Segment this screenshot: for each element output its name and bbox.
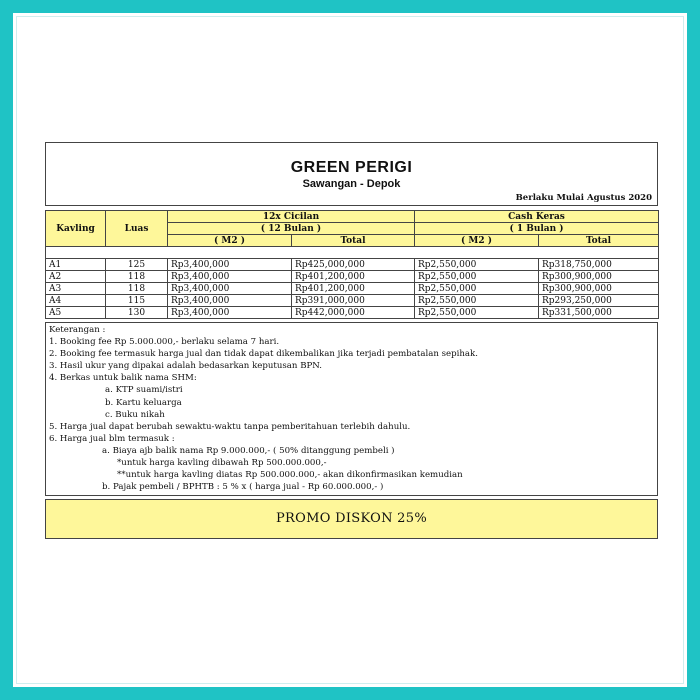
cell-cash-m2: Rp2,550,000: [415, 259, 539, 271]
note-item: 1. Booking fee Rp 5.000.000,- berlaku selama 7 hari.: [49, 337, 280, 348]
cell-cicilan-m2: Rp3,400,000: [168, 259, 292, 271]
effective-date: Berlaku Mulai Agustus 2020: [515, 193, 652, 203]
cell-cash-m2: Rp2,550,000: [415, 271, 539, 283]
note-subitem: a. Biaya ajb balik nama Rp 9.000.000,- ( 50% ditanggung pembeli ): [102, 445, 395, 456]
cell-cicilan-total: Rp391,000,000: [292, 295, 415, 307]
cell-cicilan-total: Rp401,200,000: [292, 271, 415, 283]
notes-box: [45, 322, 658, 496]
note-subitem: b. Kartu keluarga: [105, 397, 182, 408]
note-item: 6. Harga jual blm termasuk :: [49, 433, 175, 444]
note-item: 4. Berkas untuk balik nama SHM:: [49, 373, 197, 384]
cell-luas: 130: [106, 307, 168, 319]
cell-cash-m2: Rp2,550,000: [415, 295, 539, 307]
cell-cash-total: Rp293,250,000: [539, 295, 659, 307]
cell-luas: 118: [106, 283, 168, 295]
cell-cicilan-m2: Rp3,400,000: [168, 295, 292, 307]
note-item: 5. Harga jual dapat berubah sewaktu-waktu tanpa pemberitahuan terlebih dahulu.: [49, 421, 411, 432]
cell-cicilan-m2: Rp3,400,000: [168, 283, 292, 295]
table-row: [46, 259, 659, 271]
notes-heading: Keterangan :: [49, 325, 106, 335]
cell-kavling: A4: [46, 295, 106, 307]
group-cash-sub: ( 1 Bulan ): [415, 223, 659, 235]
sub-cicilan-m2: ( M2 ): [168, 235, 292, 247]
cell-cash-m2: Rp2,550,000: [415, 283, 539, 295]
col-luas: Luas: [106, 211, 168, 247]
col-kavling: Kavling: [46, 211, 106, 247]
price-table: [45, 210, 659, 319]
group-cicilan-title: 12x Cicilan: [262, 211, 320, 222]
cell-luas: 125: [106, 259, 168, 271]
cell-cicilan-m2: Rp3,400,000: [168, 271, 292, 283]
table-row: [46, 307, 659, 319]
sub-cash-total: Total: [539, 235, 659, 247]
cell-cicilan-total: Rp442,000,000: [292, 307, 415, 319]
cell-cicilan-m2: Rp3,400,000: [168, 307, 292, 319]
cell-cicilan-total: Rp401,200,000: [292, 283, 415, 295]
note-subitem: a. KTP suami/istri: [105, 385, 183, 396]
cell-cicilan-total: Rp425,000,000: [292, 259, 415, 271]
table-row: [46, 283, 659, 295]
note-footnote: **untuk harga kavling diatas Rp 500.000.000,- akan dikonfirmasikan kemudian: [117, 470, 463, 481]
note-item: 2. Booking fee termasuk harga jual dan tidak dapat dikembalikan jika terjadi pembatalan sepihak.: [49, 349, 478, 360]
sub-cicilan-total: Total: [292, 235, 415, 247]
cell-luas: 118: [106, 271, 168, 283]
cell-cash-total: Rp300,900,000: [539, 283, 659, 295]
cell-kavling: A5: [46, 307, 106, 319]
cell-cash-m2: Rp2,550,000: [415, 307, 539, 319]
project-title: GREEN PERIGI: [290, 159, 413, 176]
note-footnote: *untuk harga kavling dibawah Rp 500.000.000,-: [117, 458, 327, 469]
note-item: 3. Hasil ukur yang dipakai adalah bedasarkan keputusan BPN.: [49, 361, 322, 372]
price-list-document: [45, 142, 658, 539]
cell-cash-total: Rp318,750,000: [539, 259, 659, 271]
group-cicilan: [168, 211, 415, 223]
table-row: [46, 295, 659, 307]
project-location: Sawangan - Depok: [302, 178, 401, 190]
group-cash: [415, 211, 659, 223]
cell-cash-total: Rp331,500,000: [539, 307, 659, 319]
cell-luas: 115: [106, 295, 168, 307]
group-cicilan-sub: ( 12 Bulan ): [168, 223, 415, 235]
cell-cash-total: Rp300,900,000: [539, 271, 659, 283]
table-row: [46, 271, 659, 283]
cell-kavling: A1: [46, 259, 106, 271]
cell-kavling: A3: [46, 283, 106, 295]
sub-cash-m2: ( M2 ): [415, 235, 539, 247]
cell-kavling: A2: [46, 271, 106, 283]
header-box: [45, 142, 658, 206]
group-cash-title: Cash Keras: [508, 211, 565, 222]
note-subitem: b. Pajak pembeli / BPHTB : 5 % x ( harga jual - Rp 60.000.000,- ): [102, 482, 384, 493]
promo-banner: PROMO DISKON 25%: [45, 499, 658, 539]
note-subitem: c. Buku nikah: [105, 409, 165, 420]
